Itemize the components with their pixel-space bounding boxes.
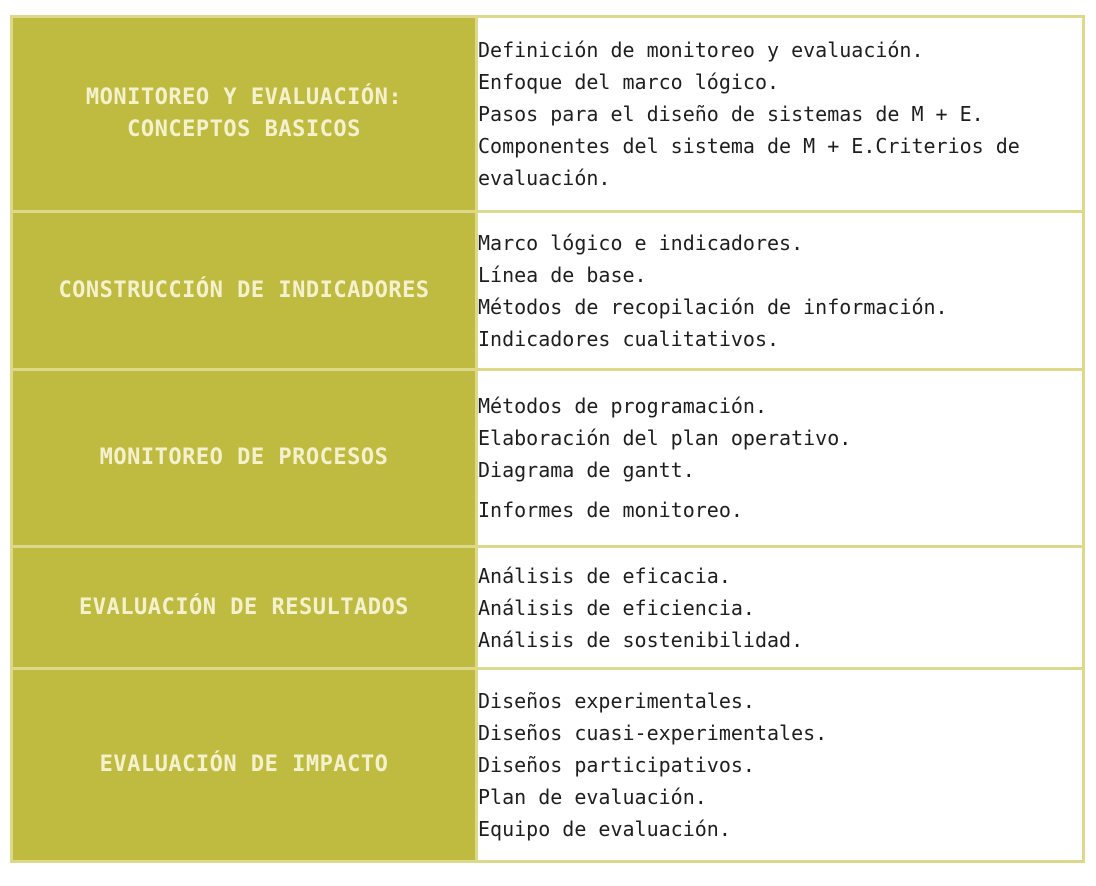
topic-item: Enfoque del marco lógico. <box>478 70 780 94</box>
curriculum-table <box>10 15 1085 863</box>
topic-item: Análisis de sostenibilidad. <box>478 627 804 652</box>
topic-item: Pasos para el diseño de sistemas de M + E. <box>478 102 984 126</box>
module-topics-cell <box>478 670 1082 860</box>
module-topics-cell <box>478 371 1082 548</box>
table-row <box>13 670 1082 860</box>
table-row <box>13 371 1082 548</box>
topic-item: Informes de monitoreo. <box>478 498 743 522</box>
table-row <box>13 18 1082 213</box>
topic-item: Diseños participativos. <box>478 753 755 777</box>
module-title-line: CONCEPTOS BASICOS <box>127 117 361 142</box>
module-title-cell <box>13 213 478 371</box>
topic-item: Análisis de eficiencia. <box>478 595 755 620</box>
module-title-line: CONSTRUCCIÓN DE INDICADORES <box>58 277 430 303</box>
topic-item: Línea de base. <box>478 262 647 287</box>
module-title-cell <box>13 548 478 670</box>
table-row <box>13 548 1082 670</box>
module-title-line: EVALUACIÓN DE IMPACTO <box>99 752 389 777</box>
topic-item: Elaboración del plan operativo. <box>478 426 852 450</box>
module-title-cell <box>13 670 478 860</box>
module-title-line: MONITOREO Y EVALUACIÓN: <box>85 85 403 110</box>
topic-item: Análisis de eficacia. <box>478 563 731 588</box>
module-title-line: EVALUACIÓN DE RESULTADOS <box>79 594 409 620</box>
topic-item: Diseños experimentales. <box>478 689 755 713</box>
module-topics-cell <box>478 548 1082 670</box>
topic-item: Definición de monitoreo y evaluación. <box>478 38 924 62</box>
topic-item: Plan de evaluación. <box>478 785 707 809</box>
module-topics-cell <box>478 18 1082 213</box>
topic-item: Componentes del sistema de M + E.Criterios de <box>478 134 1020 158</box>
topic-item: Métodos de programación. <box>478 394 767 418</box>
topic-item: Equipo de evaluación. <box>478 817 731 841</box>
topic-item: evaluación. <box>478 166 611 190</box>
module-title-cell <box>13 18 478 213</box>
topic-item: Marco lógico e indicadores. <box>478 230 804 255</box>
topic-item: Diagrama de gantt. <box>478 458 695 482</box>
topic-item: Diseños cuasi-experimentales. <box>478 721 828 745</box>
topic-item: Indicadores cualitativos. <box>478 326 780 351</box>
topic-item: Métodos de recopilación de información. <box>478 294 948 319</box>
module-title-cell <box>13 371 478 548</box>
module-title-line: MONITOREO DE PROCESOS <box>99 445 389 470</box>
module-topics-cell <box>478 213 1082 371</box>
table-row <box>13 213 1082 371</box>
